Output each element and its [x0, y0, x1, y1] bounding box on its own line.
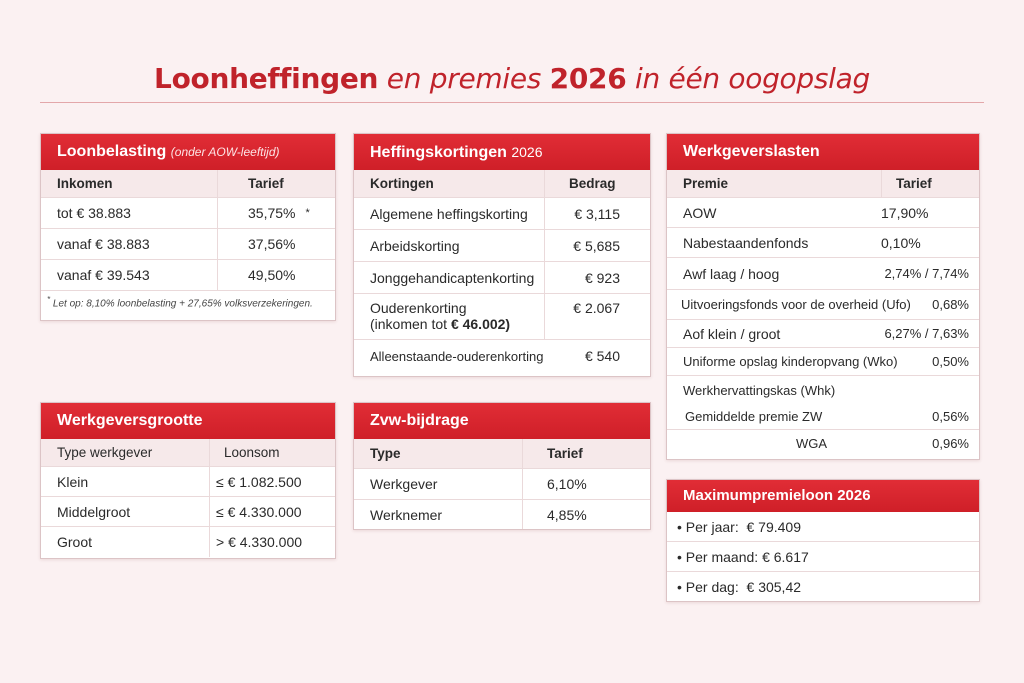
table-row: Gemiddelde premie ZW 0,56%	[667, 404, 979, 430]
table-row: Klein ≤ € 1.082.500	[41, 467, 335, 497]
table-row: Alleenstaande-ouderenkorting € 540	[370, 348, 620, 364]
table-row: Jonggehandicaptenkorting € 923	[354, 262, 650, 294]
page-title: Loonheffingen en premies 2026 in één oogopslag	[154, 62, 870, 95]
werkgeversgrootte-heading: Werkgeversgrootte	[41, 403, 335, 439]
table-row: Uniforme opslag kinderopvang (Wko) 0,50%	[667, 348, 979, 376]
werkgeverslasten-card	[666, 133, 980, 460]
table-header: Type werkgever Loonsom	[41, 439, 335, 467]
table-row: AOW 17,90%	[667, 198, 979, 228]
table-header: Kortingen Bedrag	[354, 170, 650, 198]
table-row: Algemene heffingskorting € 3,115	[354, 198, 650, 230]
table-row: Middelgroot ≤ € 4.330.000	[41, 497, 335, 527]
table-row: Ouderenkorting (inkomen tot € 46.002) € 2.067	[354, 294, 650, 340]
zvw-card	[353, 402, 651, 530]
table-row: Uitvoeringsfonds voor de overheid (Ufo) 0,68%	[667, 290, 979, 320]
loonbelasting-heading: Loonbelasting (onder AOW-leeftijd)	[41, 134, 335, 170]
bullet-icon: •	[677, 518, 686, 535]
table-header: Type Tarief	[354, 439, 650, 469]
heffingskortingen-card	[353, 133, 651, 377]
loonbelasting-card	[40, 133, 336, 321]
list-item: • Per jaar: € 79.409	[667, 512, 979, 542]
table-header: Premie Tarief	[667, 170, 979, 198]
table-row: Aof klein / groot 6,27% / 7,63%	[667, 320, 979, 348]
table-row: tot € 38.883 35,75% *	[41, 198, 335, 229]
table-row: Nabestaandenfonds 0,10%	[667, 228, 979, 258]
table-row: Werknemer 4,85%	[354, 500, 650, 529]
footnote: * Let op: 8,10% loonbelasting + 27,65% volksverzekeringen.	[47, 295, 313, 310]
table-row: Awf laag / hoog 2,74% / 7,74%	[667, 258, 979, 290]
heffingskortingen-heading: Heffingskortingen 2026	[354, 134, 650, 170]
table-row: Werkgever 6,10%	[354, 469, 650, 500]
zvw-heading: Zvw-bijdrage	[354, 403, 650, 439]
title-divider	[40, 102, 984, 103]
footnote-mark: *	[305, 207, 310, 219]
table-row: Groot > € 4.330.000	[41, 527, 335, 557]
bullet-icon: •	[677, 548, 686, 565]
table-header: Inkomen Tarief	[41, 170, 335, 198]
werkgeversgrootte-card	[40, 402, 336, 559]
table-row: vanaf € 38.883 37,56%	[41, 229, 335, 260]
table-row: Arbeidskorting € 5,685	[354, 230, 650, 262]
table-row: WGA 0,96%	[795, 435, 969, 451]
table-row: vanaf € 39.543 49,50%	[41, 260, 335, 291]
list-item: • Per maand: € 6.617	[667, 542, 979, 572]
whk-label: Werkhervattingskas (Whk)	[683, 382, 836, 398]
maximumpremieloon-card	[666, 479, 980, 602]
werkgeverslasten-heading: Werkgeverslasten	[667, 134, 979, 170]
bullet-icon: •	[677, 578, 686, 595]
maximumpremieloon-heading: Maximumpremieloon 2026	[667, 480, 979, 512]
list-item: • Per dag: € 305,42	[677, 578, 802, 595]
